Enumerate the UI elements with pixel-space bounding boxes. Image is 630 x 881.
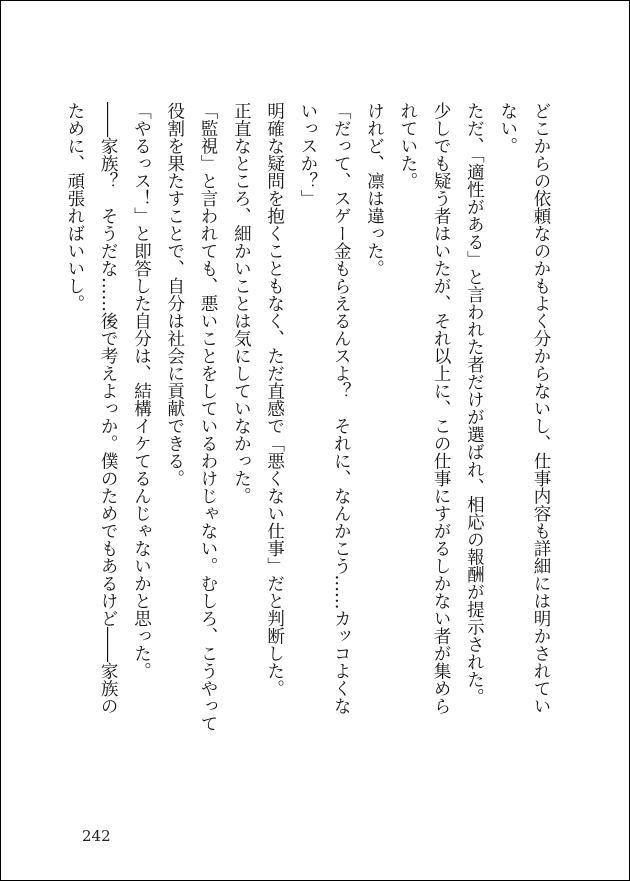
text-line: ない。	[497, 102, 518, 155]
text-line: 「やるっス！」と即答した自分は、結構イケてるんじゃないかと思った。	[131, 102, 152, 680]
text-line: 「だって、スゲー金もらえるんスよ？ それに、なんかこう……カッコよくな	[331, 102, 352, 715]
text-line: ために、頑張ればいいし。	[64, 102, 85, 312]
text-line: 正直なところ、細かいことは気にしていなかった。	[231, 102, 252, 505]
novel-body-text	[58, 102, 557, 802]
text-line: どこからの依頼なのかもよく分からないし、仕事内容も詳細には明かされてい	[531, 102, 551, 715]
text-line: れていた。	[397, 102, 418, 190]
text-line: いっスか？」	[297, 102, 318, 207]
text-line: 少しでも疑う者はいたが、それ以上に、この仕事にすがるしかない者が集めら	[431, 102, 452, 715]
page-number: 242	[82, 827, 111, 845]
text-line: ――家族？ そうだな……後で考えよっか。僕のためでもあるけど――家族の	[98, 102, 119, 715]
text-line: 役割を果たすことで、自分は社会に貢献できる。	[164, 102, 185, 487]
text-line: ただ、「適性がある」と言われた者だけが選ばれ、相応の報酬が提示された。	[464, 102, 485, 706]
text-line: 明確な疑問を抱くこともなく、ただ直感で「悪くない仕事」だと判断した。	[264, 102, 285, 697]
text-line: 「監視」と言われても、悪いことをしているわけじゃない。むしろ、こうやって	[198, 102, 219, 732]
text-line: けれど、凛は違った。	[364, 102, 385, 277]
